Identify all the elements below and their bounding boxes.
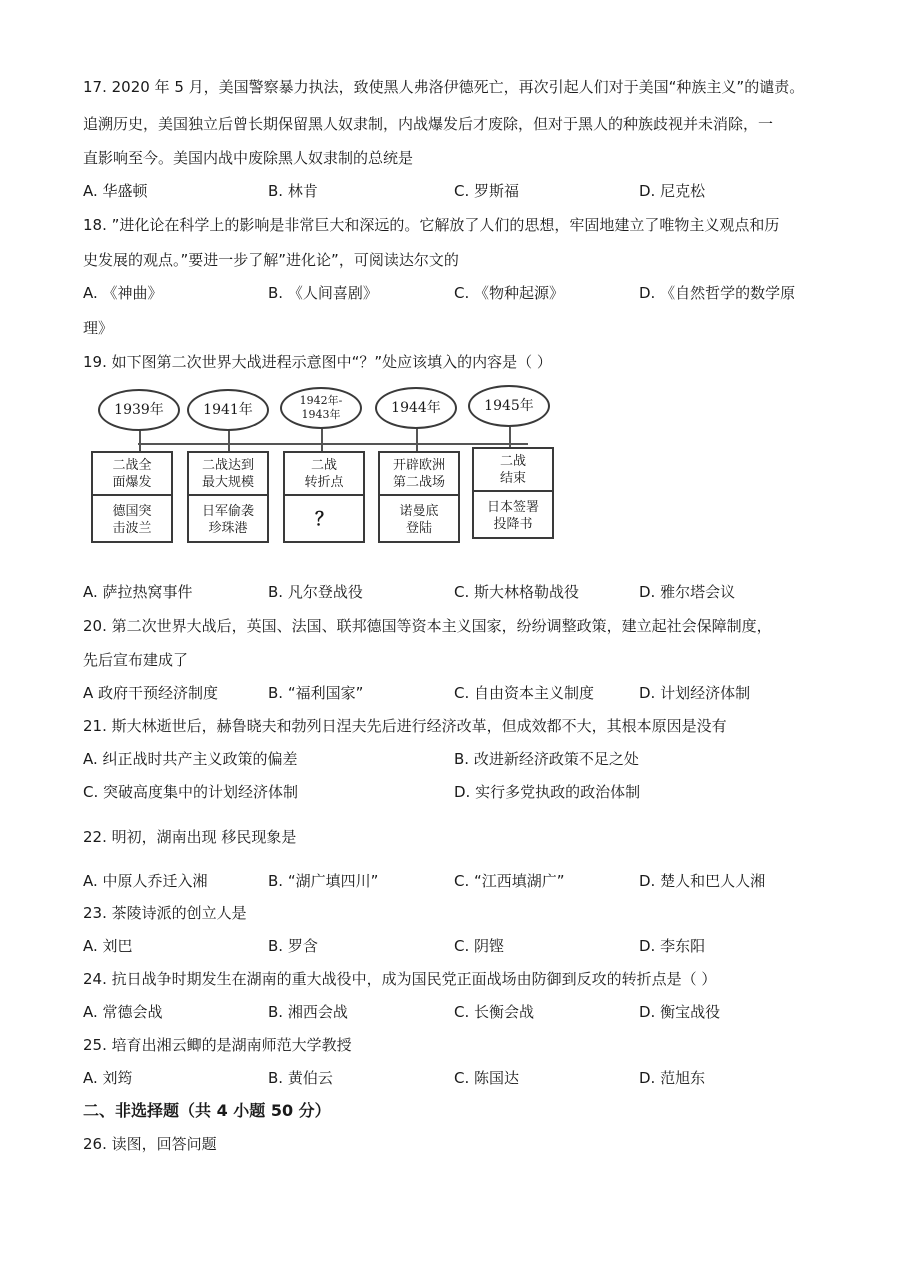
event-detail: 德国突 击波兰 — [112, 503, 152, 536]
q22-option-c: C. “江西填湖广” — [454, 872, 565, 890]
event-stage: 二战 转折点 — [285, 453, 363, 496]
q19-option-d: D. 雅尔塔会议 — [639, 583, 736, 601]
q21-option-a: A. 纠正战时共产主义政策的偏差 — [83, 750, 298, 768]
event-box-1939 — [91, 451, 173, 543]
q19-option-c: C. 斯大林格勒战役 — [454, 583, 580, 601]
q18-line-2: 史发展的观点。”要进一步了解”进化论”，可阅读达尔文的 — [83, 251, 459, 269]
year-ellipse-1944: 1944年 — [375, 387, 457, 429]
q26-line-1: 26. 读图，回答问题 — [83, 1135, 217, 1153]
section-heading-non-choice: 二、非选择题（共 4 小题 50 分） — [83, 1101, 331, 1120]
event-stage: 二战全 面爆发 — [93, 453, 171, 496]
event-stage: 二战 结束 — [474, 449, 552, 492]
event-stage: 二战达到 最大规模 — [189, 453, 267, 496]
event-box-1942-1943 — [283, 451, 365, 543]
event-detail: 诺曼底 登陆 — [399, 503, 439, 536]
event-box-1945 — [472, 447, 554, 539]
q22-line-1: 22. 明初，湖南出现 移民现象是 — [83, 828, 297, 846]
year-ellipse-1941: 1941年 — [187, 389, 269, 431]
q22-option-b: B. “湖广填四川” — [268, 872, 379, 890]
q18-option-c: C. 《物种起源》 — [454, 284, 565, 302]
q18-option-d: D. 《自然哲学的数学原 — [639, 284, 796, 302]
q25-option-b: B. 黄伯云 — [268, 1069, 333, 1087]
q25-line-1: 25. 培育出湘云鲫的是湖南师范大学教授 — [83, 1036, 352, 1054]
q18-line-1: 18. ”进化论在科学上的影响是非常巨大和深远的。它解放了人们的思想，牢固地建立了唯物主义观点和历 — [83, 216, 780, 234]
q22-option-a: A. 中原人乔迁入湘 — [83, 872, 208, 890]
q23-option-a: A. 刘巴 — [83, 937, 133, 955]
q21-line-1: 21. 斯大林逝世后，赫鲁晓夫和勃列日涅夫先后进行经济改革，但成效都不大，其根本原因是没有 — [83, 717, 727, 735]
year-ellipse-1945: 1945年 — [468, 385, 550, 427]
connector-line — [416, 427, 418, 452]
q17-option-a: A. 华盛顿 — [83, 182, 148, 200]
q24-option-c: C. 长衡会战 — [454, 1003, 535, 1021]
ww2-progress-diagram — [88, 385, 558, 550]
q22-option-d: D. 楚人和巴人人湘 — [639, 872, 766, 890]
year-ellipse-1942-1943: 1942年- 1943年 — [280, 387, 362, 429]
connector-line — [321, 427, 323, 452]
q23-option-d: D. 李东阳 — [639, 937, 706, 955]
q24-option-a: A. 常德会战 — [83, 1003, 163, 1021]
q23-option-c: C. 阴铿 — [454, 937, 505, 955]
event-box-1941 — [187, 451, 269, 543]
q24-line-1: 24. 抗日战争时期发生在湖南的重大战役中，成为国民党正面战场由防御到反攻的转折点是（ ） — [83, 970, 717, 988]
diagram-connector-bar — [138, 443, 528, 445]
q23-line-1: 23. 茶陵诗派的创立人是 — [83, 904, 247, 922]
q18-option-b: B. 《人间喜剧》 — [268, 284, 378, 302]
event-detail-question-mark: ？ — [315, 509, 333, 530]
event-detail: 日军偷袭 珍珠港 — [201, 503, 254, 536]
q25-option-c: C. 陈国达 — [454, 1069, 520, 1087]
q25-option-d: D. 范旭东 — [639, 1069, 706, 1087]
q20-option-b: B. “福利国家” — [268, 684, 364, 702]
q19-option-b: B. 凡尔登战役 — [268, 583, 363, 601]
year-ellipse-1939: 1939年 — [98, 389, 180, 431]
q20-option-c: C. 自由资本主义制度 — [454, 684, 595, 702]
q21-option-c: C. 突破高度集中的计划经济体制 — [83, 783, 299, 801]
q17-line-1: 17. 2020 年 5 月，美国警察暴力执法，致使黑人弗洛伊德死亡，再次引起人们对于美国“种族主义”的谴责。 — [83, 78, 805, 96]
q17-option-d: D. 尼克松 — [639, 182, 706, 200]
q18-option-d-continuation: 理》 — [83, 319, 114, 337]
event-detail: 日本签署 投降书 — [486, 499, 539, 532]
q19-line-1: 19. 如下图第二次世界大战进程示意图中“？”处应该填入的内容是（ ） — [83, 353, 552, 371]
event-box-1944 — [378, 451, 460, 543]
q25-option-a: A. 刘筠 — [83, 1069, 133, 1087]
q18-option-a: A. 《神曲》 — [83, 284, 163, 302]
q20-option-d: D. 计划经济体制 — [639, 684, 751, 702]
q17-line-2: 追溯历史，美国独立后曾长期保留黑人奴隶制，内战爆发后才废除，但对于黑人的种族歧视并未消除，一 — [83, 115, 774, 133]
q24-option-d: D. 衡宝战役 — [639, 1003, 721, 1021]
q23-option-b: B. 罗含 — [268, 937, 318, 955]
q20-line-2: 先后宣布建成了 — [83, 651, 189, 669]
q21-option-b: B. 改进新经济政策不足之处 — [454, 750, 639, 768]
q17-option-c: C. 罗斯福 — [454, 182, 520, 200]
q21-option-d: D. 实行多党执政的政治体制 — [454, 783, 641, 801]
q20-option-a: A 政府干预经济制度 — [83, 684, 219, 702]
q19-option-a: A. 萨拉热窝事件 — [83, 583, 193, 601]
q17-option-b: B. 林肯 — [268, 182, 318, 200]
q20-line-1: 20. 第二次世界大战后，英国、法国、联邦德国等资本主义国家，纷纷调整政策，建立起社会保障制度， — [83, 617, 772, 635]
q17-line-3: 直影响至今。美国内战中废除黑人奴隶制的总统是 — [83, 149, 414, 167]
event-stage: 开辟欧洲 第二战场 — [380, 453, 458, 496]
q24-option-b: B. 湘西会战 — [268, 1003, 348, 1021]
